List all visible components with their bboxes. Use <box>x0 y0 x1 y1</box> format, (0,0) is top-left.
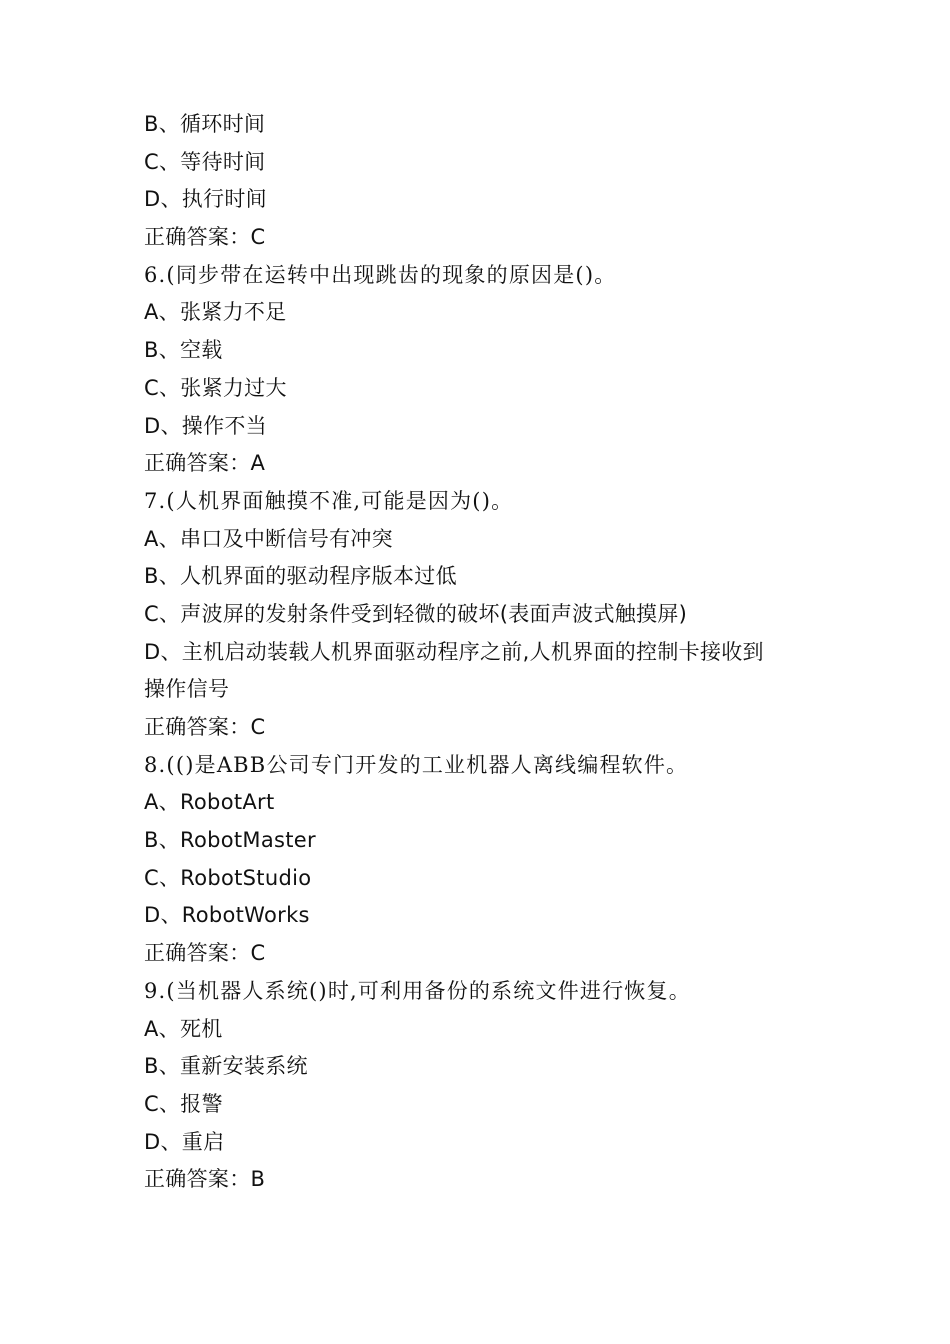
option-line: B、空载 <box>144 338 223 363</box>
option-line: A、张紧力不足 <box>144 300 287 325</box>
option-line: D、RobotWorks <box>144 903 310 928</box>
option-line: B、重新安装系统 <box>144 1054 308 1079</box>
option-line: A、串口及中断信号有冲突 <box>144 526 393 551</box>
option-line: B、RobotMaster <box>144 828 316 853</box>
answer-line: 正确答案：C <box>144 225 266 250</box>
answer-line: 正确答案：A <box>144 451 266 476</box>
option-line: C、报警 <box>144 1091 223 1116</box>
question-list <box>144 106 844 1199</box>
question-line: 7.(人机界面触摸不准,可能是因为()。 <box>144 488 514 513</box>
question-line: 8.(()是ABB公司专门开发的工业机器人离线编程软件。 <box>144 752 689 777</box>
option-line: A、RobotArt <box>144 790 275 815</box>
option-line: A、死机 <box>144 1016 223 1041</box>
option-line: C、声波屏的发射条件受到轻微的破坏(表面声波式触摸屏) <box>144 601 688 626</box>
option-line-continued: 操作信号 <box>144 677 230 702</box>
option-line: B、人机界面的驱动程序版本过低 <box>144 564 457 589</box>
question-line: 6.(同步带在运转中出现跳齿的现象的原因是()。 <box>144 262 617 287</box>
option-line: D、执行时间 <box>144 187 267 212</box>
option-line: D、主机启动装载人机界面驱动程序之前,人机界面的控制卡接收到 <box>144 639 764 664</box>
option-line: C、等待时间 <box>144 149 266 174</box>
option-line: C、RobotStudio <box>144 865 312 890</box>
option-line: D、重启 <box>144 1129 225 1154</box>
answer-line: 正确答案：C <box>144 715 266 739</box>
question-line: 9.(当机器人系统()时,可利用备份的系统文件进行恢复。 <box>144 978 691 1003</box>
option-line: C、张紧力过大 <box>144 375 287 400</box>
option-line: D、操作不当 <box>144 413 267 438</box>
option-line: B、循环时间 <box>144 112 266 136</box>
answer-line: 正确答案：C <box>144 941 266 966</box>
answer-line: 正确答案：B <box>144 1167 266 1192</box>
